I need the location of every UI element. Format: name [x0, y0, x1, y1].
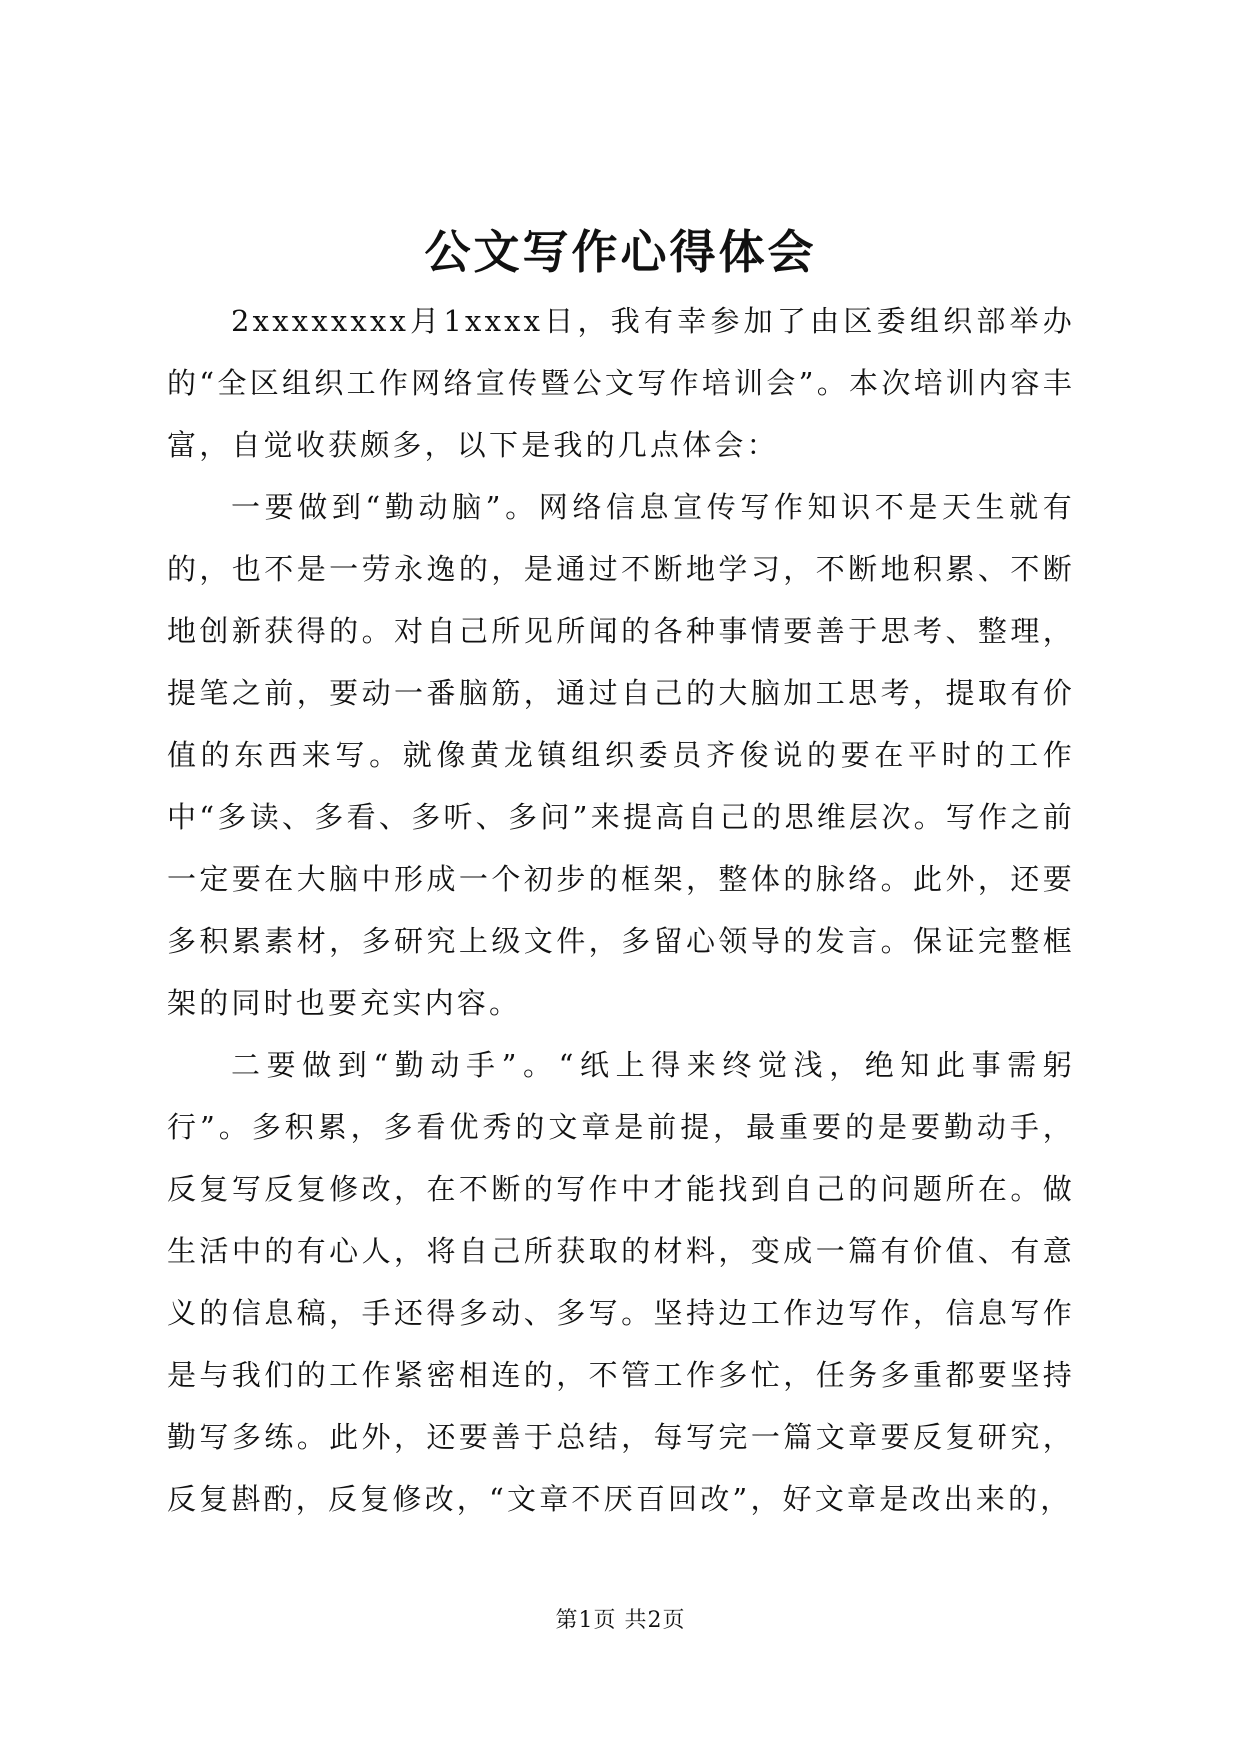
- paragraph-intro: 2xxxxxxxx月1xxxx日，我有幸参加了由区委组织部举办的“全区组织工作网络宣传暨公文写作培训会”。本次培训内容丰富，自觉收获颇多，以下是我的几点体会：: [167, 304, 1075, 462]
- document-body: [167, 290, 1075, 1530]
- document-title: 公文写作心得体会: [424, 225, 817, 279]
- paragraph-write: 二要做到“勤动手”。“纸上得来终觉浅，绝知此事需躬行”。多积累，多看优秀的文章是前提，最重要的是要勤动手，反复写反复修改，在不断的写作中才能找到自己的问题所在。做生活中的有心人，将自己所获取的材料，变成一篇有价值、有意义的信息稿，手还得多动、多写。坚持边工作边写作，信息写作是与我们的工作紧密相连的，不管工作多忙，任务多重都要坚持勤写多练。此外，还要善于总结，每写完一篇文章要反复研究，反复斟酌，反复修改，“文章不厌百回改”，好文章是改出来的，: [167, 1048, 1075, 1516]
- paragraph-think: 一要做到“勤动脑”。网络信息宣传写作知识不是天生就有的，也不是一劳永逸的，是通过不断地学习，不断地积累、不断地创新获得的。对自己所见所闻的各种事情要善于思考、整理，提笔之前，要动一番脑筋，通过自己的大脑加工思考，提取有价值的东西来写。就像黄龙镇组织委员齐俊说的要在平时的工作中“多读、多看、多听、多问”来提高自己的思维层次。写作之前一定要在大脑中形成一个初步的框架，整体的脉络。此外，还要多积累素材，多研究上级文件，多留心领导的发言。保证完整框架的同时也要充实内容。: [167, 490, 1075, 1020]
- page-number-footer: 第1页 共2页: [555, 1608, 686, 1633]
